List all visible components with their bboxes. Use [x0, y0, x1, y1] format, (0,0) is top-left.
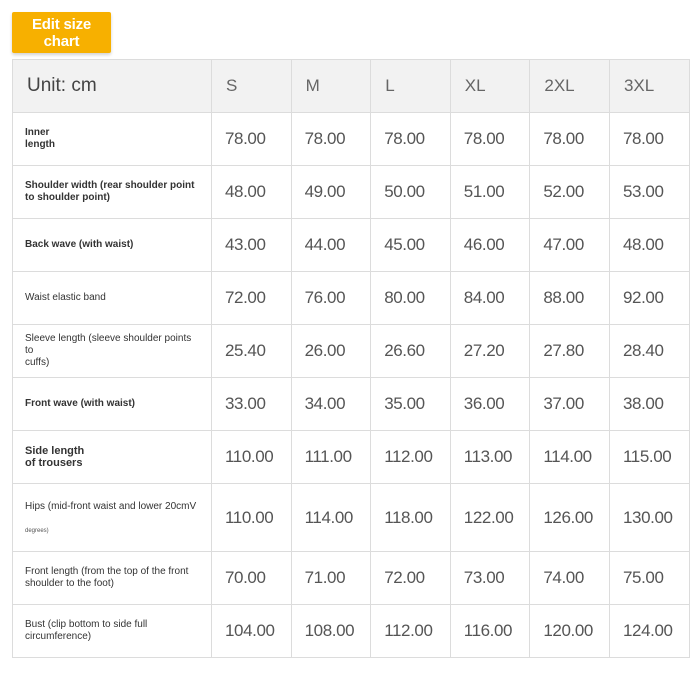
- table-cell: 110.00: [212, 431, 292, 484]
- table-cell: 27.80: [530, 325, 610, 378]
- row-label-line: shoulder to the foot): [25, 578, 114, 589]
- row-label: [13, 605, 212, 658]
- row-label: [13, 484, 212, 552]
- table-cell: 78.00: [212, 113, 292, 166]
- table-cell: 124.00: [609, 605, 689, 658]
- row-label: [13, 272, 212, 325]
- table-cell: 45.00: [371, 219, 451, 272]
- table-cell: 72.00: [371, 552, 451, 605]
- table-cell: 48.00: [212, 166, 292, 219]
- table-row: [13, 431, 690, 484]
- row-label: [13, 431, 212, 484]
- table-cell: 37.00: [530, 378, 610, 431]
- table-row: [13, 166, 690, 219]
- row-label: [13, 113, 212, 166]
- table-cell: 44.00: [291, 219, 371, 272]
- table-cell: 78.00: [530, 113, 610, 166]
- table-cell: 47.00: [530, 219, 610, 272]
- table-cell: 35.00: [371, 378, 451, 431]
- table-cell: 84.00: [450, 272, 530, 325]
- edit-size-chart-button[interactable]: Edit size chart: [12, 12, 111, 53]
- table-cell: 116.00: [450, 605, 530, 658]
- table-cell: 114.00: [291, 484, 371, 552]
- row-label-line: Hips (mid-front waist and lower 20cmV: [25, 500, 197, 512]
- table-cell: 74.00: [530, 552, 610, 605]
- table-cell: 112.00: [371, 605, 451, 658]
- table-row: [13, 552, 690, 605]
- row-label-line: Sleeve length (sleeve shoulder points to: [25, 333, 192, 356]
- table-cell: 48.00: [609, 219, 689, 272]
- table-cell: 78.00: [291, 113, 371, 166]
- table-cell: 104.00: [212, 605, 292, 658]
- table-cell: 50.00: [371, 166, 451, 219]
- table-cell: 130.00: [609, 484, 689, 552]
- row-label-line: Waist elastic band: [25, 292, 106, 303]
- table-cell: 27.20: [450, 325, 530, 378]
- table-row: [13, 272, 690, 325]
- table-cell: 51.00: [450, 166, 530, 219]
- table-cell: 73.00: [450, 552, 530, 605]
- table-cell: 70.00: [212, 552, 292, 605]
- table-cell: 46.00: [450, 219, 530, 272]
- row-label-line: Shoulder width (rear shoulder point: [25, 180, 195, 191]
- table-cell: 113.00: [450, 431, 530, 484]
- row-label-line: Side length: [25, 445, 85, 457]
- table-row: [13, 219, 690, 272]
- table-cell: 71.00: [291, 552, 371, 605]
- table-cell: 72.00: [212, 272, 292, 325]
- table-cell: 38.00: [609, 378, 689, 431]
- size-header-3xl: 3XL: [609, 60, 689, 113]
- size-chart-table: [12, 59, 690, 658]
- table-cell: 112.00: [371, 431, 451, 484]
- row-label-line: cuffs): [25, 357, 50, 368]
- size-header-row: [13, 60, 690, 113]
- table-cell: 78.00: [609, 113, 689, 166]
- table-cell: 33.00: [212, 378, 292, 431]
- row-label: [13, 166, 212, 219]
- table-cell: 28.40: [609, 325, 689, 378]
- table-cell: 114.00: [530, 431, 610, 484]
- table-cell: 34.00: [291, 378, 371, 431]
- row-label-note: degrees): [25, 527, 49, 534]
- size-header-2xl: 2XL: [530, 60, 610, 113]
- table-cell: 92.00: [609, 272, 689, 325]
- table-row: [13, 605, 690, 658]
- row-label-line: Back wave (with waist): [25, 239, 134, 250]
- table-cell: 78.00: [371, 113, 451, 166]
- table-cell: 88.00: [530, 272, 610, 325]
- table-cell: 111.00: [291, 431, 371, 484]
- row-label-line: Inner: [25, 127, 50, 138]
- row-label: [13, 552, 212, 605]
- table-cell: 78.00: [450, 113, 530, 166]
- table-cell: 108.00: [291, 605, 371, 658]
- row-label: [13, 219, 212, 272]
- row-label-line: of trousers: [25, 457, 83, 469]
- table-row: [13, 113, 690, 166]
- table-row: [13, 325, 690, 378]
- table-cell: 43.00: [212, 219, 292, 272]
- table-cell: 115.00: [609, 431, 689, 484]
- row-label: [13, 325, 212, 378]
- row-label: [13, 378, 212, 431]
- table-cell: 26.00: [291, 325, 371, 378]
- row-label-line: Front length (from the top of the front: [25, 566, 189, 577]
- table-row: [13, 484, 690, 552]
- size-header-l: L: [371, 60, 451, 113]
- row-label-line: length: [25, 139, 55, 150]
- unit-header: Unit: cm: [13, 60, 212, 113]
- table-cell: 118.00: [371, 484, 451, 552]
- table-cell: 75.00: [609, 552, 689, 605]
- table-cell: 126.00: [530, 484, 610, 552]
- table-row: [13, 378, 690, 431]
- table-cell: 25.40: [212, 325, 292, 378]
- table-cell: 52.00: [530, 166, 610, 219]
- table-cell: 110.00: [212, 484, 292, 552]
- table-cell: 26.60: [371, 325, 451, 378]
- size-header-s: S: [212, 60, 292, 113]
- table-cell: 122.00: [450, 484, 530, 552]
- table-cell: 49.00: [291, 166, 371, 219]
- table-cell: 36.00: [450, 378, 530, 431]
- size-header-m: M: [291, 60, 371, 113]
- row-label-line: Front wave (with waist): [25, 398, 136, 409]
- row-label-line: to shoulder point): [25, 192, 110, 203]
- row-label-line: Bust (clip bottom to side full circumference): [25, 619, 148, 642]
- size-header-xl: XL: [450, 60, 530, 113]
- table-cell: 120.00: [530, 605, 610, 658]
- table-cell: 76.00: [291, 272, 371, 325]
- table-cell: 80.00: [371, 272, 451, 325]
- table-cell: 53.00: [609, 166, 689, 219]
